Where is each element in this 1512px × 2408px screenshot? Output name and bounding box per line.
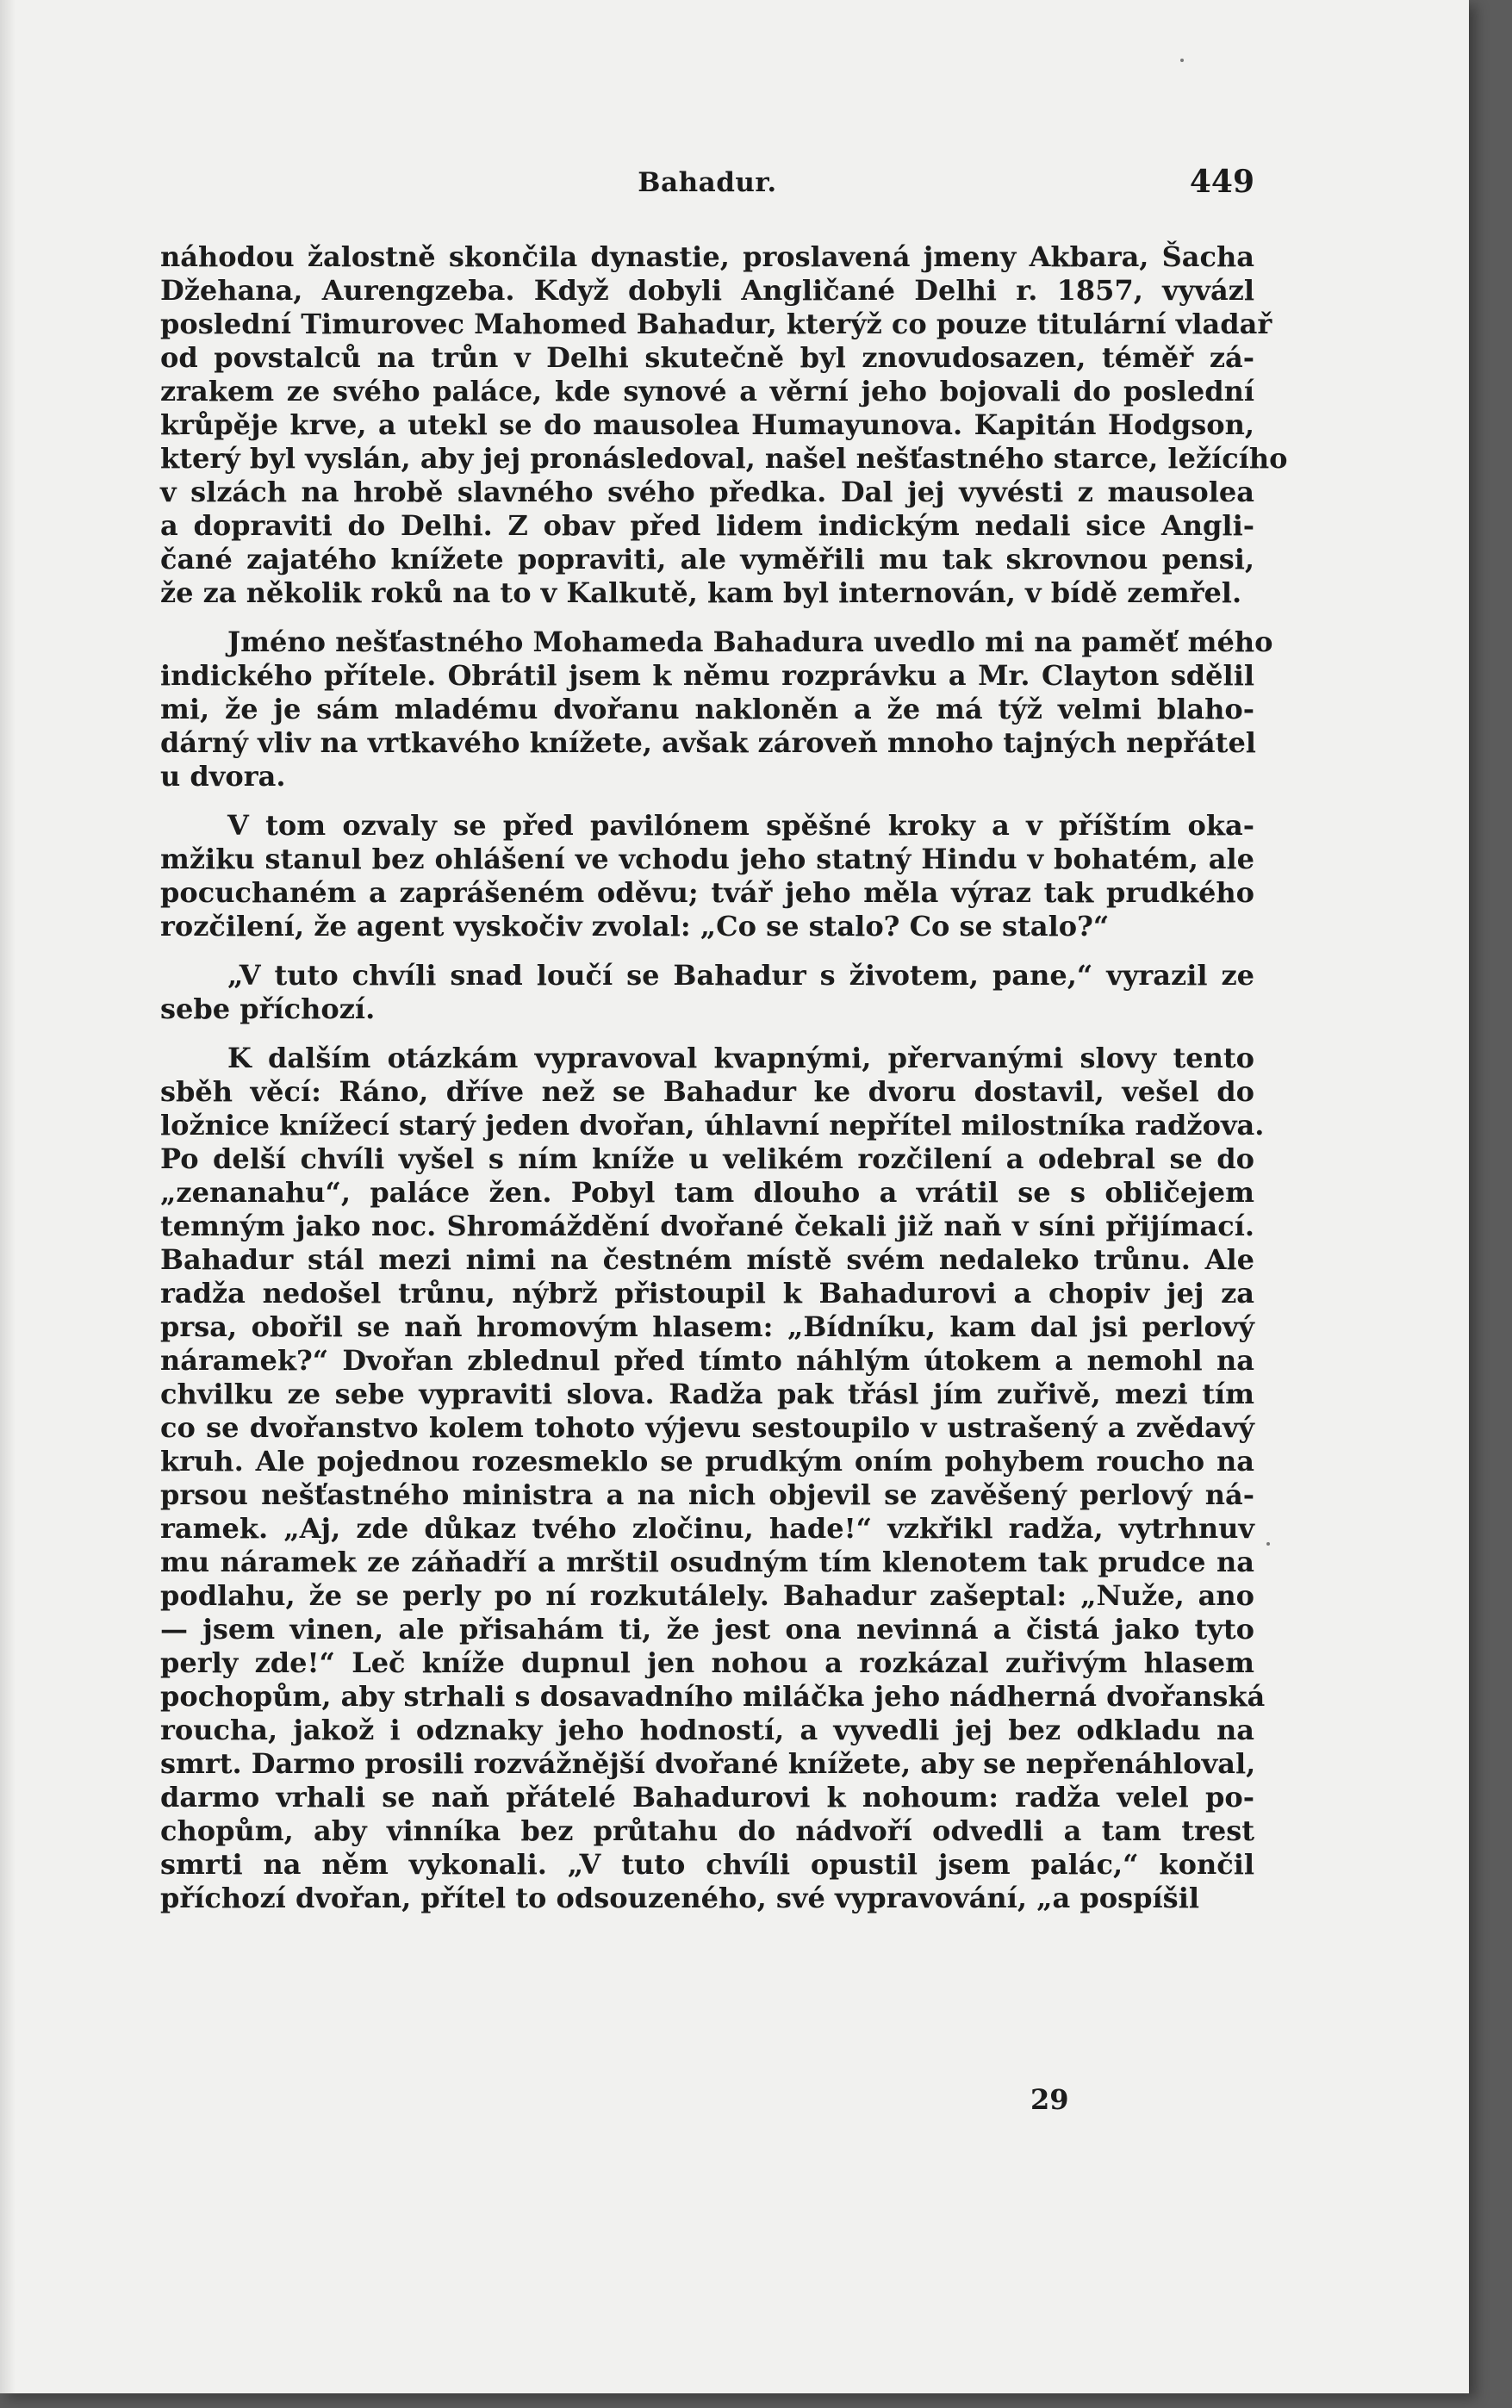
text-line: mu náramek ze záňadří a mrštil osudným tím klenotem tak prudce na (160, 1546, 1254, 1578)
text-line: roucha, jakož i odznaky jeho hodností, a vyvedli jej bez odkladu na (160, 1714, 1254, 1746)
text-line: od povstalců na trůn v Delhi skutečně byl znovudosazen, téměř zá- (160, 341, 1254, 374)
text-line: prsou nešťastného ministra a na nich objevil se zavěšený perlový ná- (160, 1478, 1254, 1511)
text-line: pocuchaném a zaprášeném oděvu; tvář jeho měla výraz tak prudkého (160, 876, 1254, 909)
page-binding-shadow (0, 0, 16, 2393)
text-line: prsa, obořil se naň hromovým hlasem: „Bídníku, kam dal jsi perlový (160, 1310, 1254, 1343)
text-line: chvilku ze sebe vypraviti slova. Radža pak třásl jím zuřivě, mezi tím (160, 1378, 1254, 1410)
text-line: dárný vliv na vrtkavého knížete, avšak zároveň mnoho tajných nepřátel (160, 726, 1256, 759)
text-line: mžiku stanul bez ohlášení ve vchodu jeho statný Hindu v bohatém, ale (160, 843, 1254, 875)
text-line: K dalším otázkám vypravoval kvapnými, přervanými slovy tento (227, 1042, 1254, 1074)
text-line: smrt. Darmo prosili rozvážnější dvořané knížete, aby se nepřenáhloval, (160, 1747, 1256, 1780)
text-line: chopům, aby vinníka bez průtahu do nádvoří odvedli a tam trest (160, 1814, 1254, 1847)
text-line: Džehana, Aurengzeba. Když dobyli Angličané Delhi r. 1857, vyvázl (160, 274, 1254, 307)
text-line: Bahadur stál mezi nimi na čestném místě svém nedaleko trůnu. Ale (160, 1243, 1254, 1276)
text-line: darmo vrhali se naň přátelé Bahadurovi k nohoum: radža velel po- (160, 1781, 1254, 1814)
text-line: radža nedošel trůnu, nýbrž přistoupil k Bahadurovi a chopiv jej za (160, 1277, 1254, 1310)
text-line: příchozí dvořan, přítel to odsouzeného, své vypravování, „a pospíšil (160, 1882, 1199, 1914)
paragraph (160, 809, 1254, 943)
text-line: který byl vyslán, aby jej pronásledoval, našel nešťastného starce, ležícího (160, 442, 1288, 475)
text-line: smrti na něm vykonali. „V tuto chvíli opustil jsem palác,“ končil (160, 1848, 1254, 1881)
running-title: Bahadur. (638, 167, 777, 198)
text-line: temným jako noc. Shromáždění dvořané čekali již naň v síni přijímací. (160, 1210, 1254, 1242)
paper-speck (1266, 1542, 1270, 1546)
text-line: mi, že je sám mladému dvořanu nakloněn a že má týž velmi blaho- (160, 693, 1254, 725)
text-line: Po delší chvíli vyšel s ním kníže u velikém rozčilení a odebral se do (160, 1142, 1254, 1175)
text-line: náhodou žalostně skončila dynastie, proslavená jmeny Akbara, Šacha (160, 240, 1254, 273)
page-header (160, 162, 1254, 214)
text-line: že za několik roků na to v Kalkutě, kam byl internován, v bídě zemřel. (160, 576, 1242, 609)
text-line: perly zde!“ Leč kníže dupnul jen nohou a rozkázal zuřivým hlasem (160, 1646, 1254, 1679)
text-line: sběh věcí: Ráno, dříve než se Bahadur ke dvoru dostavil, vešel do (160, 1075, 1254, 1108)
text-line: kruh. Ale pojednou rozesmeklo se prudkým oním pohybem roucho na (160, 1445, 1254, 1478)
text-line: krůpěje krve, a utekl se do mausolea Humayunova. Kapitán Hodgson, (160, 408, 1254, 441)
paragraph (160, 625, 1273, 793)
text-line: zrakem ze svého paláce, kde synové a věrní jeho bojovali do poslední (160, 375, 1254, 408)
text-line: u dvora. (160, 760, 286, 793)
text-line: v slzách na hrobě slavného svého předka. Dal jej vyvésti z mausolea (160, 476, 1254, 508)
text-line: — jsem vinen, ale přisahám ti, že jest ona nevinná a čistá jako tyto (160, 1613, 1254, 1646)
paper-speck (1180, 59, 1184, 62)
paragraph (160, 959, 1254, 1026)
text-line: pochopům, aby strhali s dosavadního miláčka jeho nádherná dvořanská (160, 1680, 1266, 1713)
text-line: indického přítele. Obrátil jsem k němu rozprávku a Mr. Clayton sdělil (160, 659, 1254, 692)
text-line: náramek?“ Dvořan zblednul před tímto náhlým útokem a nemohl na (160, 1344, 1254, 1377)
text-line: poslední Timurovec Mahomed Bahadur, kterýž co pouze titulární vladař (160, 308, 1272, 340)
text-line: Jméno nešťastného Mohameda Bahadura uvedlo mi na paměť mého (227, 625, 1273, 658)
text-line: sebe příchozí. (160, 992, 376, 1025)
text-line: „V tuto chvíli snad loučí se Bahadur s životem, pane,“ vyrazil ze (227, 959, 1254, 992)
body-text (160, 240, 1288, 1915)
text-line: rozčilení, že agent vyskočiv zvolal: „Co se stalo? Co se stalo?“ (160, 910, 1110, 943)
paragraph (160, 1042, 1266, 1915)
text-line: „zenanahu“, paláce žen. Pobyl tam dlouho a vrátil se s obličejem (160, 1176, 1254, 1209)
printer-signature-mark: 29 (1030, 2083, 1069, 2116)
text-line: podlahu, že se perly po ní rozkutálely. Bahadur zašeptal: „Nuže, ano (160, 1579, 1254, 1612)
text-line: a dopraviti do Delhi. Z obav před lidem indickým nedali sice Angli- (160, 509, 1254, 542)
text-line: ložnice knížecí starý jeden dvořan, úhlavní nepřítel milostníka radžova. (160, 1109, 1265, 1142)
text-line: V tom ozvaly se před pavilónem spěšné kroky a v příštím oka- (227, 809, 1254, 842)
text-line: co se dvořanstvo kolem tohoto výjevu sestoupilo v ustrašený a zvědavý (160, 1411, 1254, 1444)
paragraph (160, 240, 1288, 610)
page-number: 449 (1189, 164, 1254, 200)
text-line: čané zajatého knížete popraviti, ale vyměřili mu tak skrovnou pensi, (160, 543, 1254, 576)
text-line: ramek. „Aj, zde důkaz tvého zločinu, hade!“ vzkřikl radža, vytrhnuv (160, 1512, 1254, 1545)
